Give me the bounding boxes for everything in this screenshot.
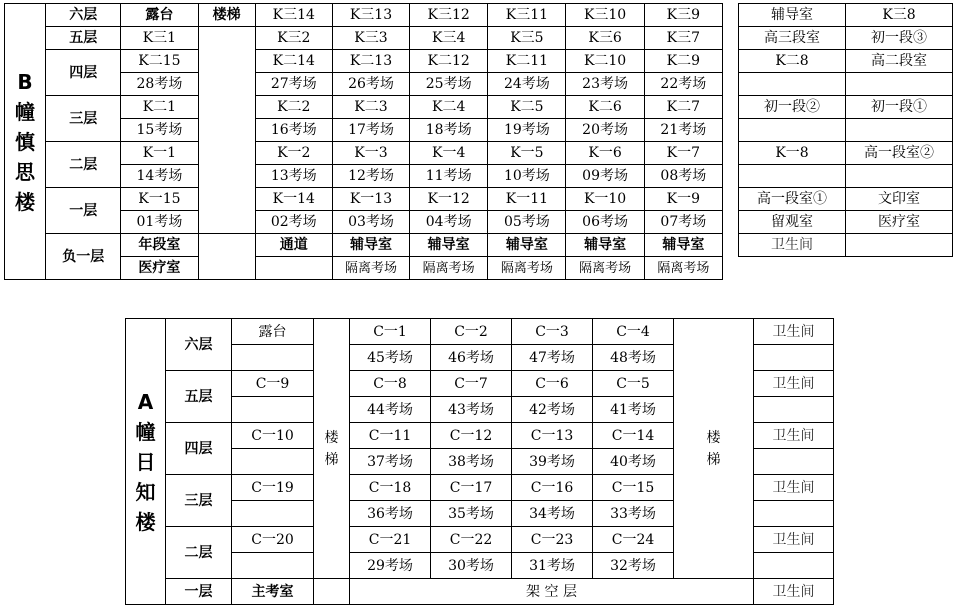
exam-cell: 27考场 — [255, 73, 332, 96]
empty-cell — [846, 165, 953, 188]
empty-cell — [846, 119, 953, 142]
room-cell: 辅导室 — [410, 234, 488, 257]
exam-cell: 23考场 — [566, 73, 644, 96]
empty-cell — [232, 345, 314, 371]
exam-cell: 06考场 — [566, 211, 644, 234]
room-cell: C一7 — [431, 371, 512, 397]
exam-cell: 35考场 — [431, 501, 512, 527]
room-cell: C一18 — [350, 475, 431, 501]
room-cell: K二12 — [410, 50, 488, 73]
room-cell: K三6 — [566, 27, 644, 50]
room-cell: 初一段① — [846, 96, 953, 119]
exam-cell: 31考场 — [512, 553, 593, 579]
room-cell: K一2 — [255, 142, 332, 165]
exam-cell: 21考场 — [644, 119, 722, 142]
room-cell: C一13 — [512, 423, 593, 449]
exam-cell: 33考场 — [593, 501, 674, 527]
exam-cell: 17考场 — [332, 119, 409, 142]
room-cell: K二8 — [739, 50, 846, 73]
exam-cell: 32考场 — [593, 553, 674, 579]
toilet-cell: 卫生间 — [754, 423, 834, 449]
toilet-cell: 卫生间 — [754, 371, 834, 397]
exam-cell: 39考场 — [512, 449, 593, 475]
stairs-label: 楼梯 — [198, 4, 255, 27]
floor-label: 六层 — [166, 319, 232, 371]
empty-cell — [754, 345, 834, 371]
room-cell: C一3 — [512, 319, 593, 345]
room-cell: K一12 — [410, 188, 488, 211]
room-cell: K一10 — [566, 188, 644, 211]
room-cell: C一5 — [593, 371, 674, 397]
exam-cell: 19考场 — [488, 119, 566, 142]
toilet-cell: 卫生间 — [739, 234, 846, 257]
room-cell: 露台 — [121, 4, 198, 27]
room-cell: 文印室 — [846, 188, 953, 211]
room-cell: K三5 — [488, 27, 566, 50]
exam-cell: 48考场 — [593, 345, 674, 371]
empty-cell — [846, 73, 953, 96]
room-cell: C一24 — [593, 527, 674, 553]
exam-cell: 12考场 — [332, 165, 409, 188]
room-cell: K三1 — [121, 27, 198, 50]
room-cell: C一12 — [431, 423, 512, 449]
exam-cell: 37考场 — [350, 449, 431, 475]
exam-cell: 44考场 — [350, 397, 431, 423]
empty-cell — [739, 119, 846, 142]
toilet-cell: 卫生间 — [754, 475, 834, 501]
stairs-label: 楼 梯 — [674, 319, 754, 579]
open-floor-cell: 架 空 层 — [350, 579, 754, 605]
exam-cell: 20考场 — [566, 119, 644, 142]
toilet-cell: 卫生间 — [754, 319, 834, 345]
exam-cell: 41考场 — [593, 397, 674, 423]
room-cell: C一23 — [512, 527, 593, 553]
exam-cell: 03考场 — [332, 211, 409, 234]
toilet-cell: 卫生间 — [754, 579, 834, 605]
empty-cell — [232, 553, 314, 579]
exam-cell: 18考场 — [410, 119, 488, 142]
room-cell: K一13 — [332, 188, 409, 211]
floor-label: 一层 — [166, 579, 232, 605]
room-cell: K二4 — [410, 96, 488, 119]
exam-cell: 34考场 — [512, 501, 593, 527]
room-cell: K一6 — [566, 142, 644, 165]
stairs-column — [198, 234, 255, 280]
room-cell: K三11 — [488, 4, 566, 27]
room-cell: C一15 — [593, 475, 674, 501]
room-cell: C一4 — [593, 319, 674, 345]
exam-cell: 14考场 — [121, 165, 198, 188]
floor-label: 二层 — [166, 527, 232, 579]
room-cell: 主考室 — [232, 579, 314, 605]
exam-cell: 29考场 — [350, 553, 431, 579]
room-cell: C一22 — [431, 527, 512, 553]
exam-cell: 07考场 — [644, 211, 722, 234]
building-a-name: A 幢 日 知 楼 — [126, 319, 166, 605]
exam-cell: 30考场 — [431, 553, 512, 579]
exam-cell: 38考场 — [431, 449, 512, 475]
empty-cell — [846, 234, 953, 257]
isolation-exam-cell: 隔离考场 — [332, 257, 409, 280]
exam-cell: 15考场 — [121, 119, 198, 142]
floor-label: 六层 — [46, 4, 121, 27]
room-cell: K二1 — [121, 96, 198, 119]
exam-cell: 25考场 — [410, 73, 488, 96]
room-cell: 高一段室② — [846, 142, 953, 165]
room-cell: K三13 — [332, 4, 409, 27]
room-cell: K二2 — [255, 96, 332, 119]
building-b-name: B 幢 慎 思 楼 — [5, 4, 46, 280]
floor-label: 一层 — [46, 188, 121, 234]
room-cell: K二13 — [332, 50, 409, 73]
floor-label: 五层 — [46, 27, 121, 50]
room-cell: C一14 — [593, 423, 674, 449]
room-cell: K一3 — [332, 142, 409, 165]
room-cell: K三14 — [255, 4, 332, 27]
room-cell: C一2 — [431, 319, 512, 345]
room-cell: K三9 — [644, 4, 722, 27]
room-cell: K一14 — [255, 188, 332, 211]
building-a-table — [125, 318, 834, 605]
room-cell: K一5 — [488, 142, 566, 165]
exam-cell: 11考场 — [410, 165, 488, 188]
stairs-label: 楼 梯 — [314, 319, 350, 579]
floor-label: 三层 — [166, 475, 232, 527]
floor-label: 三层 — [46, 96, 121, 142]
room-cell: K三8 — [846, 4, 953, 27]
room-cell: K二11 — [488, 50, 566, 73]
exam-cell: 13考场 — [255, 165, 332, 188]
room-cell: K三2 — [255, 27, 332, 50]
room-cell: K三12 — [410, 4, 488, 27]
room-cell: 年段室 — [121, 234, 198, 257]
empty-cell — [232, 501, 314, 527]
exam-cell: 08考场 — [644, 165, 722, 188]
isolation-exam-cell: 隔离考场 — [566, 257, 644, 280]
room-cell: 高一段室① — [739, 188, 846, 211]
room-cell: K一11 — [488, 188, 566, 211]
room-cell: K一15 — [121, 188, 198, 211]
exam-cell: 16考场 — [255, 119, 332, 142]
room-cell: K一7 — [644, 142, 722, 165]
empty-cell — [314, 579, 350, 605]
room-cell: C一10 — [232, 423, 314, 449]
exam-cell: 05考场 — [488, 211, 566, 234]
exam-cell: 26考场 — [332, 73, 409, 96]
empty-cell — [754, 449, 834, 475]
exam-cell: 42考场 — [512, 397, 593, 423]
room-cell: K二5 — [488, 96, 566, 119]
room-cell: 初一段② — [739, 96, 846, 119]
isolation-exam-cell: 隔离考场 — [644, 257, 722, 280]
room-cell: K三4 — [410, 27, 488, 50]
room-cell: C一11 — [350, 423, 431, 449]
room-cell: K一4 — [410, 142, 488, 165]
exam-cell: 36考场 — [350, 501, 431, 527]
isolation-exam-cell: 隔离考场 — [410, 257, 488, 280]
exam-cell: 46考场 — [431, 345, 512, 371]
empty-cell — [754, 553, 834, 579]
room-cell: C一21 — [350, 527, 431, 553]
room-cell: K二6 — [566, 96, 644, 119]
exam-cell: 01考场 — [121, 211, 198, 234]
room-cell: K二3 — [332, 96, 409, 119]
room-cell: K二7 — [644, 96, 722, 119]
room-cell: 辅导室 — [332, 234, 409, 257]
room-cell: C一17 — [431, 475, 512, 501]
room-cell: 高二段室 — [846, 50, 953, 73]
floor-label: 五层 — [166, 371, 232, 423]
floor-label: 四层 — [46, 50, 121, 96]
room-cell: K二9 — [644, 50, 722, 73]
building-b-table — [4, 3, 723, 280]
passage-cell: 通道 — [255, 234, 332, 257]
room-cell: 高三段室 — [739, 27, 846, 50]
room-cell: C一6 — [512, 371, 593, 397]
room-cell: 初一段③ — [846, 27, 953, 50]
room-cell: 辅导室 — [488, 234, 566, 257]
floor-label: 负一层 — [46, 234, 121, 280]
exam-cell: 10考场 — [488, 165, 566, 188]
room-cell: 医疗室 — [121, 257, 198, 280]
room-cell: C一8 — [350, 371, 431, 397]
room-cell: C一20 — [232, 527, 314, 553]
room-cell: 留观室 — [739, 211, 846, 234]
exam-cell: 24考场 — [488, 73, 566, 96]
room-cell: C一16 — [512, 475, 593, 501]
room-cell: K二10 — [566, 50, 644, 73]
empty-cell — [754, 501, 834, 527]
empty-cell — [255, 257, 332, 280]
room-cell: K一9 — [644, 188, 722, 211]
room-cell: 辅导室 — [739, 4, 846, 27]
room-cell: K一1 — [121, 142, 198, 165]
room-cell: K二15 — [121, 50, 198, 73]
exam-cell: 45考场 — [350, 345, 431, 371]
exam-cell: 43考场 — [431, 397, 512, 423]
empty-cell — [232, 449, 314, 475]
room-cell: K三10 — [566, 4, 644, 27]
room-cell: 露台 — [232, 319, 314, 345]
room-cell: 辅导室 — [644, 234, 722, 257]
exam-cell: 09考场 — [566, 165, 644, 188]
empty-cell — [739, 73, 846, 96]
floor-label: 二层 — [46, 142, 121, 188]
room-cell: K三3 — [332, 27, 409, 50]
exam-cell: 04考场 — [410, 211, 488, 234]
exam-cell: 47考场 — [512, 345, 593, 371]
isolation-exam-cell: 隔离考场 — [488, 257, 566, 280]
building-b-right-table — [738, 3, 953, 257]
toilet-cell: 卫生间 — [754, 527, 834, 553]
room-cell: K二14 — [255, 50, 332, 73]
exam-cell: 22考场 — [644, 73, 722, 96]
exam-cell: 40考场 — [593, 449, 674, 475]
stairs-column — [198, 27, 255, 234]
room-cell: K三7 — [644, 27, 722, 50]
room-cell: C一1 — [350, 319, 431, 345]
empty-cell — [232, 397, 314, 423]
room-cell: C一9 — [232, 371, 314, 397]
room-cell: 医疗室 — [846, 211, 953, 234]
room-cell: K一8 — [739, 142, 846, 165]
exam-cell: 28考场 — [121, 73, 198, 96]
room-cell: C一19 — [232, 475, 314, 501]
room-cell: 辅导室 — [566, 234, 644, 257]
floor-label: 四层 — [166, 423, 232, 475]
empty-cell — [739, 165, 846, 188]
empty-cell — [754, 397, 834, 423]
exam-cell: 02考场 — [255, 211, 332, 234]
